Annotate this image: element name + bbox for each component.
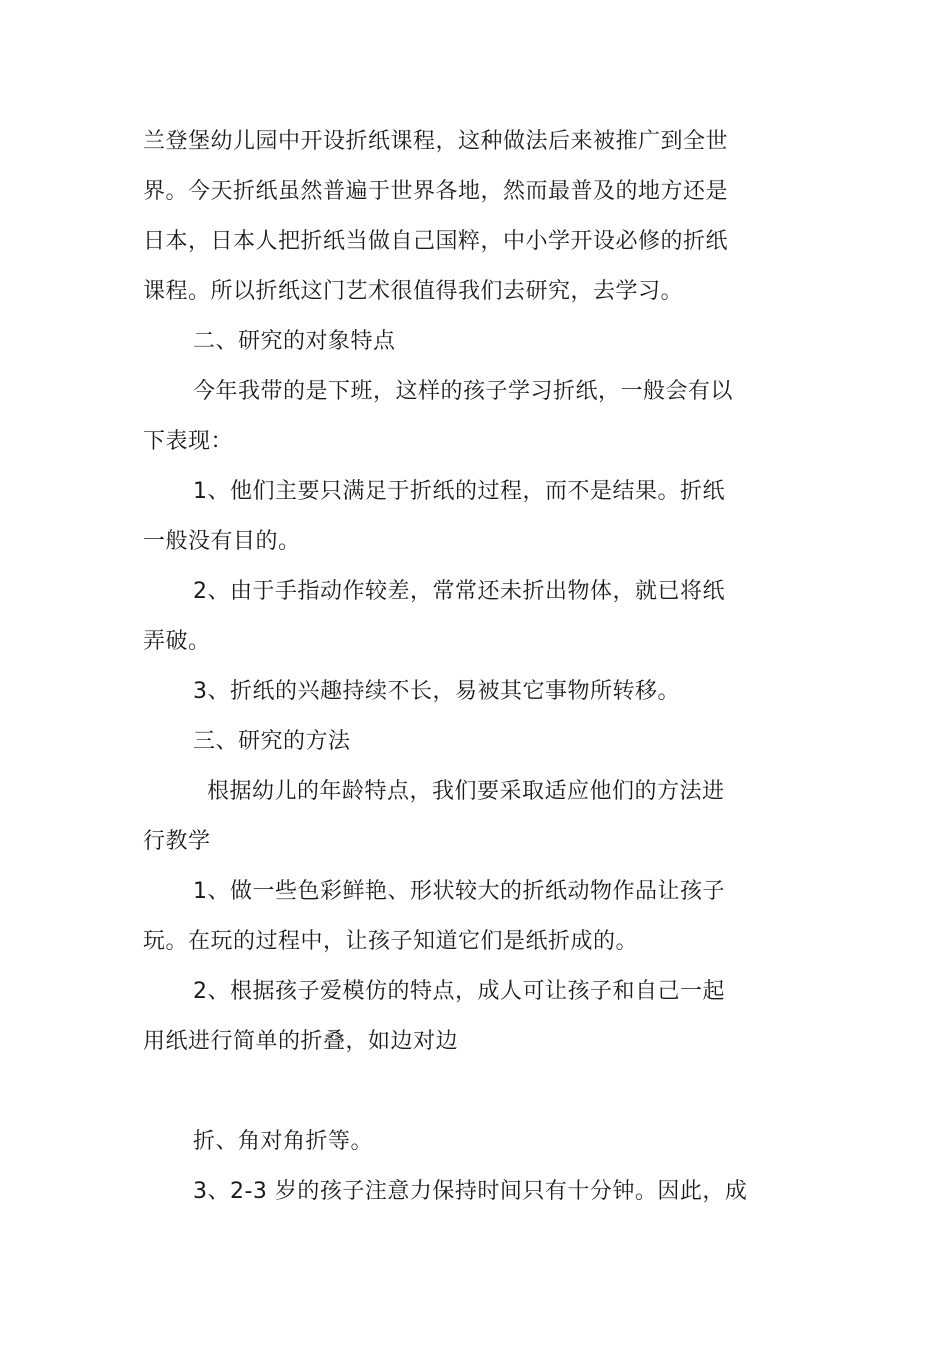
list-item-line: 2、根据孩子爱模仿的特点，成人可让孩子和自己一起 <box>193 979 725 1004</box>
list-item-line: 用纸进行简单的折叠，如边对边 <box>143 1029 459 1054</box>
list-item-line: 3、折纸的兴趣持续不长，易被其它事物所转移。 <box>193 679 680 704</box>
paragraph-line: 根据幼儿的年龄特点，我们要采取适应他们的方法进 <box>207 779 725 804</box>
list-item-line: 弄破。 <box>143 629 211 654</box>
paragraph-line: 界。今天折纸虽然普遍于世界各地，然而最普及的地方还是 <box>143 179 729 204</box>
list-item-line: 1、做一些色彩鲜艳、形状较大的折纸动物作品让孩子 <box>193 879 725 904</box>
section-heading-3: 三、研究的方法 <box>193 729 351 754</box>
list-item-line: 2、由于手指动作较差，常常还未折出物体，就已将纸 <box>193 579 725 604</box>
paragraph-line: 今年我带的是下班，这样的孩子学习折纸，一般会有以 <box>193 379 734 404</box>
list-item-line: 1、他们主要只满足于折纸的过程，而不是结果。折纸 <box>193 479 725 504</box>
paragraph-line: 日本，日本人把折纸当做自己国粹，中小学开设必修的折纸 <box>143 229 729 254</box>
paragraph-line: 兰登堡幼儿园中开设折纸课程，这种做法后来被推广到全世 <box>143 129 729 154</box>
list-item-line: 折、角对角折等。 <box>193 1129 374 1154</box>
list-item-line: 3、2-3 岁的孩子注意力保持时间只有十分钟。因此，成 <box>193 1179 748 1204</box>
paragraph-line: 课程。所以折纸这门艺术很值得我们去研究，去学习。 <box>143 279 684 304</box>
paragraph-line: 行教学 <box>143 829 211 854</box>
section-heading-2: 二、研究的对象特点 <box>193 329 396 354</box>
list-item-line: 玩。在玩的过程中，让孩子知道它们是纸折成的。 <box>143 929 639 954</box>
paragraph-line: 下表现： <box>143 429 234 454</box>
list-item-line: 一般没有目的。 <box>143 529 301 554</box>
